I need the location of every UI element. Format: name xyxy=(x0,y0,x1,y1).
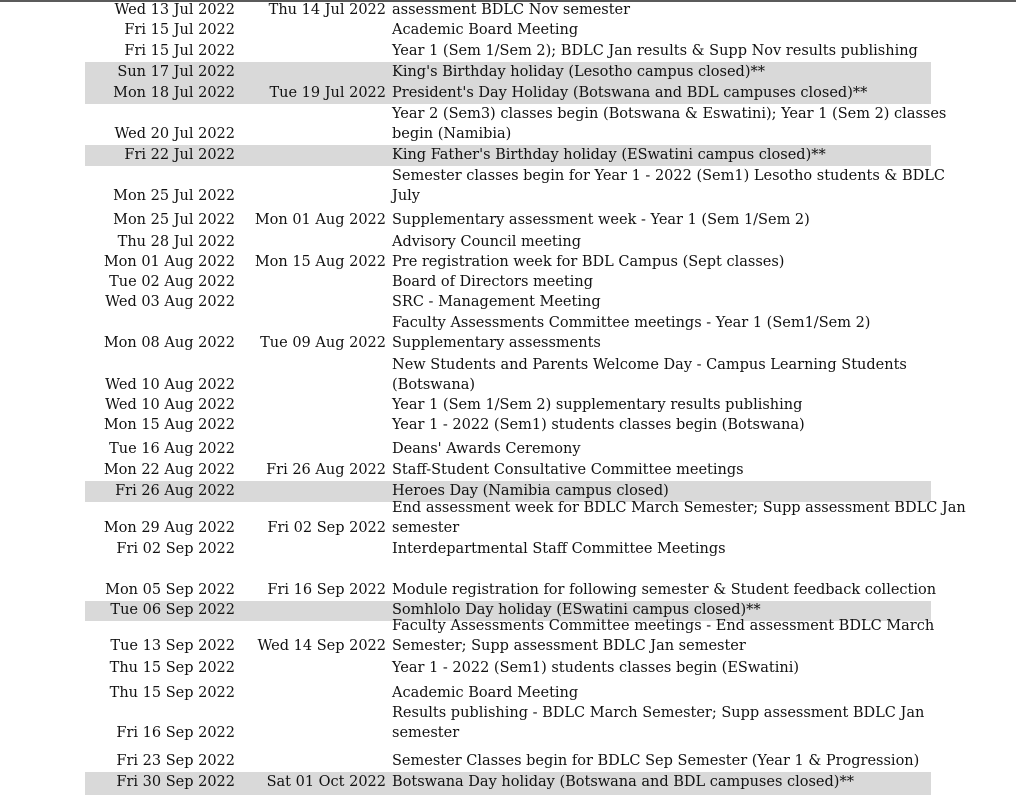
event-description: Year 1 (Sem 1/Sem 2) supplementary results publishing xyxy=(392,397,803,413)
event-description: Supplementary assessments xyxy=(392,335,601,351)
event-description: Heroes Day (Namibia campus closed) xyxy=(392,483,669,499)
start-date: Mon 25 Jul 2022 xyxy=(113,212,235,228)
calendar-row xyxy=(85,460,931,481)
calendar-row xyxy=(85,41,931,62)
start-date: Wed 03 Aug 2022 xyxy=(105,294,235,310)
holiday-row xyxy=(85,83,931,104)
event-description: Academic Board Meeting xyxy=(392,22,579,38)
event-description: Module registration for following semester & Student feedback collection xyxy=(392,582,937,598)
end-date: Fri 26 Aug 2022 xyxy=(266,462,386,478)
start-date: Mon 29 Aug 2022 xyxy=(103,520,235,536)
event-description: Pre registration week for BDL Campus (Sept classes) xyxy=(392,254,785,270)
event-description: Year 1 - 2022 (Sem1) students classes begin (Botswana) xyxy=(392,417,805,433)
start-date: Fri 23 Sep 2022 xyxy=(116,753,235,769)
start-date: Thu 15 Sep 2022 xyxy=(109,660,235,676)
start-date: Fri 15 Jul 2022 xyxy=(124,22,235,38)
calendar-row xyxy=(85,539,931,560)
start-date: Thu 28 Jul 2022 xyxy=(117,234,235,250)
calendar-row xyxy=(85,0,931,20)
event-description: assessment BDLC Nov semester xyxy=(392,2,631,18)
event-description: Deans' Awards Ceremony xyxy=(392,441,581,457)
start-date: Mon 01 Aug 2022 xyxy=(103,254,235,270)
start-date: Mon 25 Jul 2022 xyxy=(113,188,235,204)
event-description: Board of Directors meeting xyxy=(392,274,593,290)
start-date: Fri 16 Sep 2022 xyxy=(116,725,235,741)
calendar-row xyxy=(85,395,931,415)
calendar-row xyxy=(85,252,931,272)
event-description: Results publishing - BDLC March Semester; Supp assessment BDLC Jan xyxy=(392,705,925,721)
end-date: Wed 14 Sep 2022 xyxy=(257,638,386,654)
end-date: Tue 19 Jul 2022 xyxy=(269,85,386,101)
start-date: Mon 15 Aug 2022 xyxy=(103,417,235,433)
start-date: Fri 22 Jul 2022 xyxy=(124,147,235,163)
start-date: Tue 13 Sep 2022 xyxy=(110,638,235,654)
end-date: Mon 01 Aug 2022 xyxy=(254,212,386,228)
start-date: Tue 16 Aug 2022 xyxy=(109,441,235,457)
start-date: Wed 20 Jul 2022 xyxy=(114,126,235,142)
start-date: Mon 18 Jul 2022 xyxy=(113,85,235,101)
event-description: Semester classes begin for Year 1 - 2022 (Sem1) Lesotho students & BDLC xyxy=(392,168,945,184)
calendar-row xyxy=(85,439,931,460)
start-date: Fri 15 Jul 2022 xyxy=(124,43,235,59)
start-date: Tue 06 Sep 2022 xyxy=(110,602,235,618)
event-description: Academic Board Meeting xyxy=(392,685,579,701)
event-description: Year 1 (Sem 1/Sem 2); BDLC Jan results & Supp Nov results publishing xyxy=(392,43,918,59)
calendar-row xyxy=(85,415,931,435)
event-description: King's Birthday holiday (Lesotho campus closed)** xyxy=(392,64,765,80)
event-description: July xyxy=(392,188,420,204)
end-date: Mon 15 Aug 2022 xyxy=(254,254,386,270)
holiday-row xyxy=(85,772,931,795)
event-description: Supplementary assessment week - Year 1 (Sem 1/Sem 2) xyxy=(392,212,810,228)
calendar-row xyxy=(85,20,931,41)
calendar-row xyxy=(85,751,931,772)
event-description: President's Day Holiday (Botswana and BDL campuses closed)** xyxy=(392,85,868,101)
event-description: Somhlolo Day holiday (ESwatini campus closed)** xyxy=(392,602,761,618)
event-description: semester xyxy=(392,725,460,741)
end-date: Sat 01 Oct 2022 xyxy=(266,774,386,790)
start-date: Wed 10 Aug 2022 xyxy=(105,397,235,413)
event-description: Faculty Assessments Committee meetings - Year 1 (Sem1/Sem 2) xyxy=(392,315,871,331)
calendar-row xyxy=(85,617,935,657)
event-description: Semester Classes begin for BDLC Sep Semester (Year 1 & Progression) xyxy=(392,753,920,769)
event-description: Advisory Council meeting xyxy=(392,234,581,250)
start-date: Mon 22 Aug 2022 xyxy=(103,462,235,478)
event-description: (Botswana) xyxy=(392,377,476,393)
calendar-row xyxy=(85,104,947,145)
end-date: Fri 16 Sep 2022 xyxy=(267,582,386,598)
event-description: Interdepartmental Staff Committee Meetings xyxy=(392,541,726,557)
calendar-row xyxy=(85,683,931,704)
start-date: Wed 13 Jul 2022 xyxy=(114,2,235,18)
calendar-row xyxy=(85,355,931,395)
start-date: Tue 02 Aug 2022 xyxy=(109,274,235,290)
event-description: semester xyxy=(392,520,460,536)
calendar-row xyxy=(85,272,931,292)
event-description: Staff-Student Consultative Committee meetings xyxy=(392,462,744,478)
event-description: Semester; Supp assessment BDLC Jan semester xyxy=(392,638,746,654)
event-description: Year 1 - 2022 (Sem1) students classes begin (ESwatini) xyxy=(392,660,800,676)
calendar-row xyxy=(85,232,931,252)
end-date: Thu 14 Jul 2022 xyxy=(268,2,386,18)
start-date: Wed 10 Aug 2022 xyxy=(105,377,235,393)
event-description: King Father's Birthday holiday (ESwatini campus closed)** xyxy=(392,147,826,163)
event-description: Botswana Day holiday (Botswana and BDL campuses closed)** xyxy=(392,774,854,790)
start-date: Fri 26 Aug 2022 xyxy=(115,483,235,499)
calendar-row xyxy=(85,703,931,743)
event-description: Faculty Assessments Committee meetings - End assessment BDLC March xyxy=(392,618,935,634)
event-description: End assessment week for BDLC March Semester; Supp assessment BDLC Jan xyxy=(392,500,966,516)
calendar-row xyxy=(85,498,966,538)
start-date: Fri 30 Sep 2022 xyxy=(116,774,235,790)
holiday-row xyxy=(85,145,931,166)
start-date: Sun 17 Jul 2022 xyxy=(117,64,235,80)
calendar-row xyxy=(85,166,945,207)
end-date: Tue 09 Aug 2022 xyxy=(260,335,386,351)
event-description: SRC - Management Meeting xyxy=(392,294,601,310)
end-date: Fri 02 Sep 2022 xyxy=(267,520,386,536)
event-description: Year 2 (Sem3) classes begin (Botswana & Eswatini); Year 1 (Sem 2) classes xyxy=(392,106,947,122)
start-date: Mon 05 Sep 2022 xyxy=(105,582,235,598)
start-date: Fri 02 Sep 2022 xyxy=(116,541,235,557)
start-date: Mon 08 Aug 2022 xyxy=(103,335,235,351)
start-date: Thu 15 Sep 2022 xyxy=(109,685,235,701)
holiday-row xyxy=(85,62,931,83)
calendar-row xyxy=(85,658,931,679)
event-description: begin (Namibia) xyxy=(392,126,512,142)
calendar-row xyxy=(85,292,931,312)
calendar-row xyxy=(85,313,931,354)
calendar-row xyxy=(85,580,937,601)
event-description: New Students and Parents Welcome Day - Campus Learning Students xyxy=(392,357,907,373)
calendar-row xyxy=(85,210,931,231)
